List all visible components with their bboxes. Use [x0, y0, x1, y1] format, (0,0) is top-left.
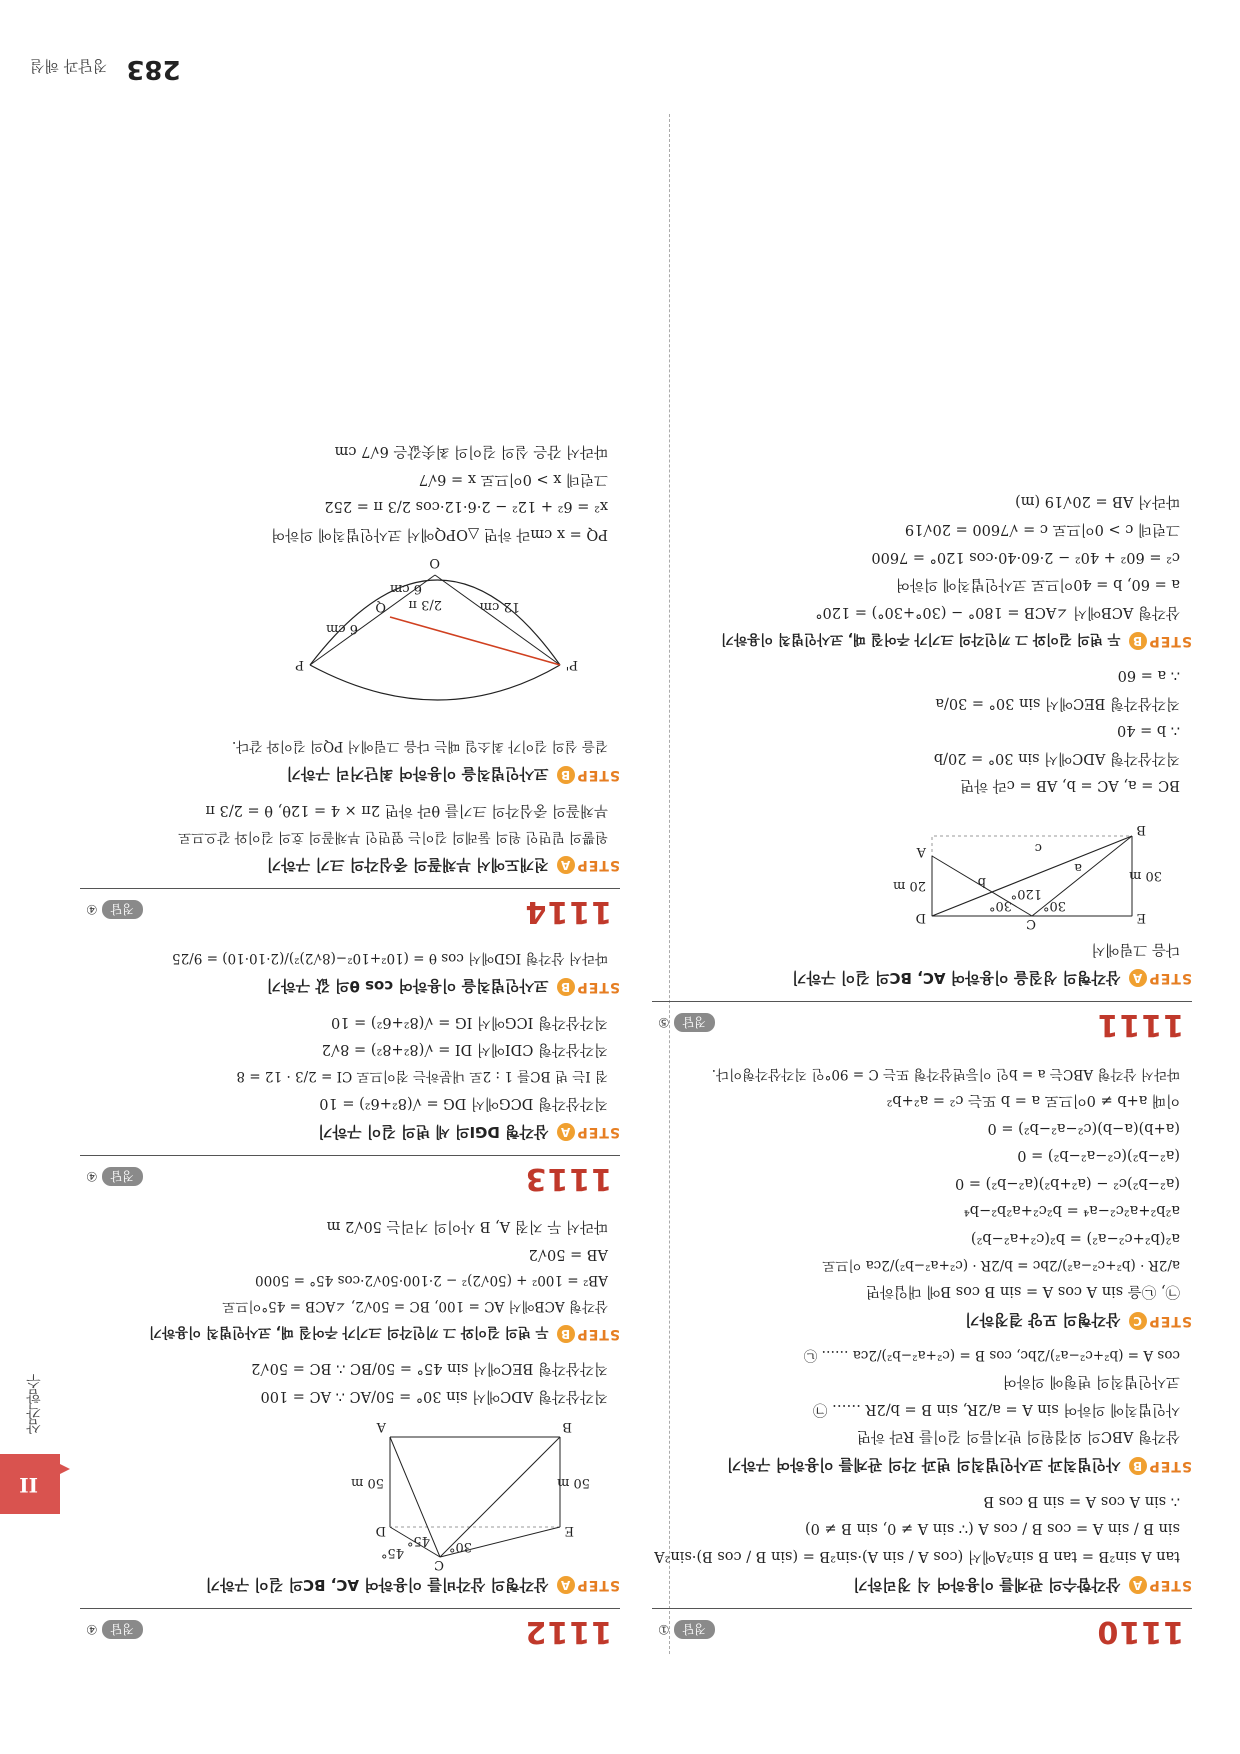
step-title: 삼각함수의 관계를 이용하여 식 정리하기: [853, 1576, 1121, 1594]
step-title: 삼각형 DGI의 세 변의 길이 구하기: [318, 1122, 549, 1141]
fig-label: A: [916, 844, 926, 860]
problem-1113: [80, 945, 620, 1196]
fig-label: C: [434, 1557, 444, 1572]
problem-rule: [652, 1608, 1192, 1609]
answer-value: ①: [658, 1621, 670, 1636]
solution-line: 점 I는 변 BC를 1 : 2로 내분하는 점이므로 CI = 2/3 · 12 = 8: [236, 1067, 608, 1084]
fig-label: 12 cm: [479, 598, 520, 614]
fig-label: E: [1136, 910, 1146, 926]
problem-number: 1111: [1096, 1006, 1184, 1042]
figure-1111: [892, 806, 1162, 932]
fig-label: 20 m: [892, 878, 926, 894]
solution-line: 코사인법칙의 변형에 의하여: [1002, 1373, 1180, 1390]
step-title: 삼각형의 삼각비를 이용하여 AC, BC의 길이 구하기: [205, 1576, 549, 1594]
solution-line: a²b²+a²c²−a⁴ = b²c²+a²b²−b⁴: [963, 1202, 1180, 1219]
step-title: 삼각형의 성질을 이용하여 AC, BC의 길이 구하기: [792, 968, 1121, 987]
answer-badge: [86, 1167, 143, 1186]
solution-line: 삼각형 ABC의 외접원의 반지름의 길이를 R라 하면: [856, 1428, 1180, 1445]
fig-label: D: [375, 1523, 386, 1538]
solution-line: 이때 a+b ≠ 0이므로 a = b 또는 c² = a²+b²: [886, 1092, 1180, 1109]
solution-line: tan A sin²B = tan B sin²A에서 (cos A / sin A)·sin²B = (sin B / cos B)·sin²A: [654, 1548, 1180, 1564]
problem-1111: [652, 487, 1192, 1042]
step-title: 두 변의 길이와 그 끼인각의 크기가 주어질 때, 코사인법칙 이용하기: [720, 630, 1121, 647]
solution-line: 그런데 c > 0이므로 c = √7600 = 20√19: [904, 521, 1180, 538]
step-title: 코사인법칙을 이용하여 cos θ의 값 구하기: [266, 977, 549, 996]
answer-tag: 정답: [674, 1620, 715, 1639]
chapter-tab-label: II: [19, 1473, 38, 1497]
fig-label: 30°: [448, 1539, 472, 1554]
solution-line: a = 60, b = 40이므로 코사인법칙에 의하여: [895, 576, 1180, 593]
solution-line: 삼각형 ACB에서 ∠ACB = 180° − (30°+30°) = 120°: [815, 603, 1180, 620]
fig-label: B: [1136, 822, 1146, 838]
fig-label: Q: [375, 598, 386, 614]
solution-line: c² = 60² + 40² − 2·60·40·cos 120° = 7600: [871, 548, 1180, 565]
page-number: 283: [126, 54, 181, 84]
chapter-tab: [0, 1454, 60, 1514]
solution-line: 겉을 실의 길이가 최소일 때는 다음 그림에서 PQ의 길이와 같다.: [231, 738, 608, 755]
solution-line: ㉠, ㉡을 sin A cos A = sin B cos B에 대입하면: [865, 1283, 1180, 1300]
fig-label: 45°: [406, 1533, 430, 1548]
solution-line: AB = 50√2: [528, 1245, 608, 1262]
problem-number: 1112: [524, 1614, 612, 1649]
fig-label: 50 m: [350, 1475, 384, 1490]
answer-tag: 정답: [102, 1620, 143, 1639]
solution-line: (a²−b²)(c²−a²−b²) = 0: [1017, 1147, 1180, 1164]
fig-label: a: [1074, 860, 1082, 876]
answer-value: ④: [86, 1167, 98, 1183]
problem-1114: [80, 437, 620, 929]
solution-line: (a²−b²)c² − (a²+b²)(a²−b²) = 0: [955, 1174, 1180, 1191]
page-header: [30, 54, 181, 84]
step-b: STEP B 두 변의 길이와 그 끼인각의 크기가 주어질 때, 코사인법칙 이용하기: [148, 1323, 620, 1342]
problem-number: 1114: [524, 893, 612, 929]
solution-line: x² = 6² + 12² − 2·6·12·cos 2/3 π = 252: [324, 498, 608, 515]
problem-rule: [80, 888, 620, 889]
solution-line: PQ = x cm라 하면 △OPQ에서 코사인법칙에 의하여: [271, 525, 608, 542]
fig-label: P': [565, 656, 578, 672]
problem-rule: [80, 1608, 620, 1609]
answer-tag: 정답: [102, 1167, 143, 1186]
step-b: STEP B 두 변의 길이와 그 끼인각의 크기가 주어질 때, 코사인법칙 이용하기: [720, 630, 1192, 649]
step-a: STEP A 전개도에서 부채꼴의 중심각의 크기 구하기: [266, 855, 620, 874]
step-b: STEP B 코사인법칙을 이용하여 cos θ의 값 구하기: [266, 977, 620, 996]
solution-line: ∴ sin A cos A = sin B cos B: [983, 1492, 1180, 1509]
fig-label: A: [376, 1419, 386, 1434]
fig-label: 6 cm: [389, 580, 422, 596]
fig-label: 45°: [380, 1545, 404, 1560]
solution-line: 원뿔의 밑면인 원의 둘레의 길이는 옆면인 부채꼴의 호의 길이와 같으므로: [178, 828, 608, 845]
right-column: [80, 437, 620, 1659]
fig-label: 2/3 π: [408, 596, 442, 612]
step-title: 삼각형의 모양 결정하기: [965, 1311, 1121, 1330]
answer-badge: [86, 1620, 143, 1639]
step-a: STEP A 삼각함수의 관계를 이용하여 식 정리하기: [853, 1576, 1192, 1594]
solution-line: (a+b)(a−b)(c²−a²−b²) = 0: [987, 1119, 1180, 1136]
fig-label: 30°: [1042, 898, 1066, 914]
fig-label: E: [564, 1523, 574, 1538]
running-title: 정답과 해설: [30, 57, 108, 75]
answer-value: ⑤: [658, 1013, 670, 1029]
solution-line: 부채꼴의 중심각의 크기를 θ라 하면 2π × 4 = 12θ, θ = 2/3 π: [205, 801, 608, 818]
solution-line: cos A = (b²+c²−a²)/2bc, cos B = (c²+a²−b²)/2ca …… ㉡: [803, 1346, 1180, 1363]
fig-label: P: [295, 656, 304, 672]
fig-label: 30°: [988, 898, 1012, 914]
chapter-label: 삼각함수: [25, 1374, 43, 1434]
solution-line: 직각삼각형 CDI에서 DI = √(8²+8²) = 8√2: [321, 1041, 608, 1058]
answer-tag: 정답: [674, 1013, 715, 1032]
fig-label: 50 m: [556, 1475, 590, 1490]
problem-number: 1113: [524, 1160, 612, 1196]
step-b: STEP B 사인법칙과 코사인법칙의 변과 각의 관계를 이용하여 구하기: [726, 1456, 1192, 1475]
solution-line: 삼각형 ACB에서 AC = 100, BC = 50√2, ∠ACB = 45°이므로: [222, 1297, 608, 1314]
answer-value: ④: [86, 1621, 98, 1636]
solution-line: a²(b²+c²−a²) = b²(c²+a²−b²): [970, 1229, 1180, 1246]
answer-value: ④: [86, 900, 98, 916]
solution-line: 직각삼각형 BEC에서 sin 30° = 30/a: [935, 694, 1180, 711]
solution-line: AB² = 100² + (50√2)² − 2·100·50√2·cos 45° = 5000: [255, 1272, 608, 1289]
figure-1114: [290, 555, 590, 725]
answer-badge: [658, 1620, 715, 1639]
fig-label: C: [1026, 916, 1036, 932]
fig-label: O: [429, 554, 440, 570]
step-a: STEP A 삼각형 DGI의 세 변의 길이 구하기: [318, 1122, 620, 1141]
fig-label: 120°: [1010, 886, 1042, 902]
answer-badge: [658, 1013, 715, 1032]
answer-tag: 정답: [102, 900, 143, 919]
solution-line: 따라서 두 지점 A, B 사이의 거리는 50√2 m: [326, 1218, 608, 1235]
figure-1112: [330, 1417, 590, 1572]
answer-badge: [86, 900, 143, 919]
solution-line: BC = a, AC = b, AB = c라 하면: [960, 777, 1180, 794]
solution-line: 직각삼각형 ADC에서 sin 30° = 20/b: [933, 749, 1180, 766]
solution-line: 따라서 AB = 20√19 (m): [1015, 493, 1180, 510]
fig-label: c: [1034, 840, 1042, 856]
problem-1112: [80, 1212, 620, 1649]
fig-label: B: [562, 1419, 572, 1434]
step-title: 두 변의 길이와 그 끼인각의 크기가 주어질 때, 코사인법칙 이용하기: [148, 1323, 549, 1340]
step-c: STEP C 삼각형의 모양 결정하기: [965, 1311, 1192, 1330]
solution-line: 다음 그림에서: [1091, 940, 1180, 957]
solution-line: 그런데 x > 0이므로 x = 6√7: [418, 470, 608, 487]
solution-line: a/2R · (b²+c²−a²)/2bc = b/2R · (c²+a²−b²)/2ca 이므로: [822, 1256, 1180, 1273]
step-title: 사인법칙과 코사인법칙의 변과 각의 관계를 이용하여 구하기: [726, 1456, 1121, 1475]
fig-label: 30 m: [1128, 868, 1162, 884]
solution-line: 사인법칙에 의하여 sin A = a/2R, sin B = b/2R …… ㉠: [812, 1400, 1180, 1417]
solution-line: 직각삼각형 ICG에서 IG = √(8²+6²) = 10: [331, 1013, 608, 1030]
solution-line: 직각삼각형 BEC에서 sin 45° = 50/BC ∴ BC = 50√2: [251, 1360, 608, 1377]
problem-number: 1110: [1096, 1614, 1184, 1649]
problem-1110: [652, 1060, 1192, 1649]
solution-line: 따라서 삼각형 ABC는 a = b인 이등변삼각형 또는 C = 90°인 직각삼각형이다.: [711, 1065, 1180, 1082]
solution-line: sin B / sin A = cos B / cos A (∵ sin A ≠ 0, sin B ≠ 0): [804, 1520, 1180, 1537]
fig-label: D: [915, 910, 926, 926]
step-title: 전개도에서 부채꼴의 중심각의 크기 구하기: [266, 855, 549, 874]
fig-label: 6 cm: [325, 620, 358, 636]
solution-line: 직각삼각형 ADC에서 sin 30° = 50/AC ∴ AC = 100: [260, 1388, 608, 1404]
solution-line: ∴ a = 60: [1117, 667, 1180, 684]
left-column: [652, 487, 1192, 1659]
fig-label: b: [977, 874, 986, 890]
step-title: 코사인법칙을 이용하여 최단거리 구하기: [286, 765, 549, 784]
problem-rule: [652, 1001, 1192, 1002]
solution-line: 따라서 삼각형 IGD에서 cos θ = (10²+10²−(8√2)²)/(2·10·10) = 9/25: [172, 950, 608, 967]
solution-line: 직각삼각형 DCG에서 DG = √(8²+6²) = 10: [319, 1094, 608, 1111]
problem-rule: [80, 1155, 620, 1156]
step-b: STEP B 코사인법칙을 이용하여 최단거리 구하기: [286, 765, 620, 784]
solution-line: 따라서 감은 실의 길이의 최솟값은 6√7 cm: [334, 443, 608, 460]
step-a: STEP A 삼각형의 삼각비를 이용하여 AC, BC의 길이 구하기: [205, 1576, 620, 1594]
solution-line: ∴ b = 40: [1117, 722, 1180, 739]
step-a: STEP A 삼각형의 성질을 이용하여 AC, BC의 길이 구하기: [792, 968, 1192, 987]
